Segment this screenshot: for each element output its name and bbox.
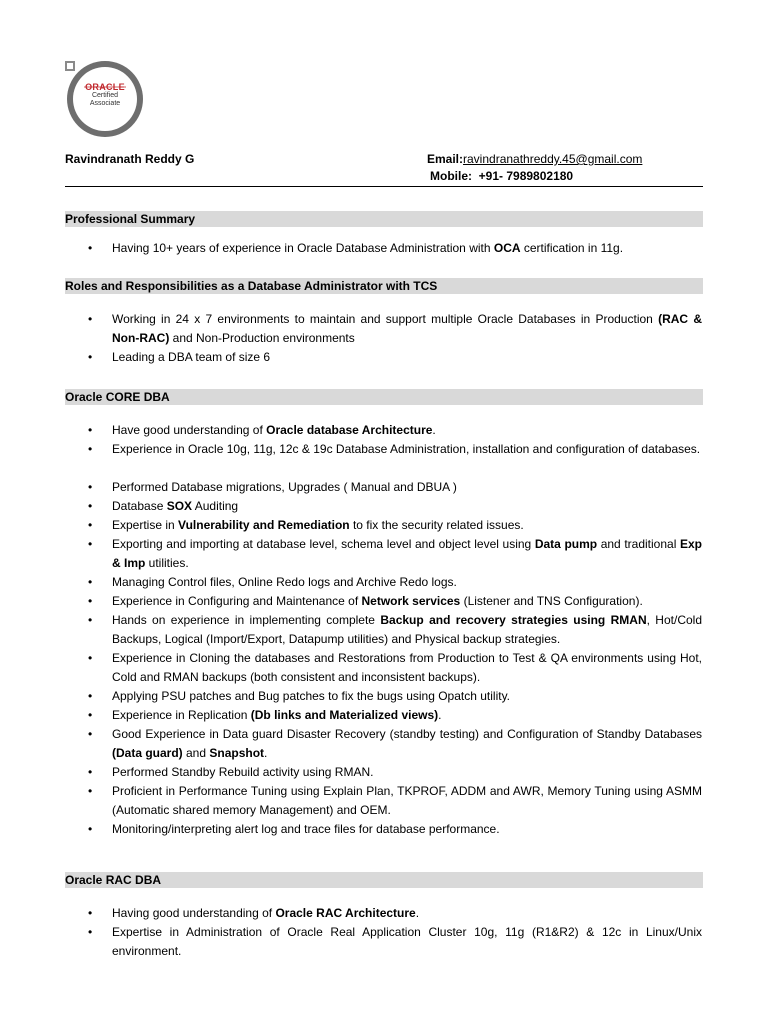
bullet-icon: •	[88, 312, 93, 326]
item-text-run: and	[182, 746, 210, 760]
item-text-run: to fix the security related issues.	[349, 518, 524, 532]
bullet-icon: •	[88, 241, 93, 255]
emphasis-text: Vulnerability and Remediation	[178, 518, 350, 532]
list-item-text	[112, 592, 702, 611]
header-divider	[65, 186, 703, 187]
oracle-certified-badge	[64, 60, 146, 138]
item-text-run: Performed Standby Rebuild activity using RMAN.	[112, 765, 374, 779]
bullet-icon: •	[88, 689, 93, 703]
emphasis-text: (RAC & Non-RAC)	[112, 312, 703, 345]
bullet-icon: •	[88, 423, 93, 437]
list-item-text	[112, 535, 702, 573]
section-heading-summary: Professional Summary	[65, 211, 703, 227]
item-text-run: Expertise in Administration of Oracle Real Application Cluster 10g, 11g (R1&R2) & 12c in Linux/Unix environment.	[112, 925, 702, 958]
emphasis-text: SOX	[166, 499, 193, 513]
emphasis-text: Oracle RAC Architecture	[275, 906, 416, 920]
item-text-run: .	[432, 423, 436, 437]
item-text-run: certification in 11g.	[520, 241, 624, 255]
item-text-run: Experience in Oracle 10g, 11g, 12c & 19c Database Administration, installation and configuration of databases.	[112, 442, 701, 456]
item-text-run: Expertise in	[112, 518, 179, 532]
item-text-run: .	[415, 906, 420, 920]
emphasis-text: (Db links and Materialized views)	[250, 708, 439, 722]
item-text-run: Having good understanding of	[112, 906, 276, 920]
emphasis-text: Network services	[361, 594, 461, 608]
bullet-icon: •	[88, 442, 93, 456]
item-text-run: and Non-Production environments	[169, 331, 355, 345]
list-item-text	[112, 440, 702, 459]
bullet-icon: •	[88, 651, 93, 665]
list-item-text	[112, 497, 702, 516]
bullet-icon: •	[88, 350, 93, 364]
email-link[interactable]: ravindranathreddy.45@gmail.com	[463, 152, 643, 166]
list-item-text	[112, 421, 702, 440]
bullet-icon: •	[88, 925, 93, 939]
bullet-icon: •	[88, 480, 93, 494]
badge-line-2: Associate	[89, 100, 121, 107]
list-item-text	[112, 239, 702, 258]
item-text-run: Having 10+ years of experience in Oracle Database Administration with	[112, 241, 494, 255]
item-text-run: Hands on experience in implementing complete	[112, 613, 381, 627]
list-item-text	[112, 923, 702, 961]
item-text-run: .	[438, 708, 442, 722]
badge-line-1: Certified	[91, 92, 119, 99]
email-label: Email:	[427, 152, 464, 166]
emphasis-text: Data pump	[534, 537, 598, 551]
list-item-text	[112, 649, 702, 687]
list-item-text	[112, 611, 702, 649]
bullet-icon: •	[88, 518, 93, 532]
item-text-run: , Hot/Cold Backups, Logical (Import/Export, Datapump utilities) and Physical backup strategies.	[112, 613, 702, 646]
bullet-icon: •	[88, 765, 93, 779]
emphasis-text: OCA	[493, 241, 521, 255]
mobile-line	[430, 169, 573, 183]
item-text-run: Exporting and importing at database level, schema level and object level using	[112, 537, 535, 551]
bullet-icon: •	[88, 575, 93, 589]
section-heading-roles: Roles and Responsibilities as a Database Administrator with TCS	[65, 278, 703, 294]
item-text-run: Experience in Cloning the databases and Restorations from Production to Test & QA environments using Hot, Cold and RMAN backups (both consistent and inconsistent backups).	[112, 651, 702, 684]
bullet-icon: •	[88, 784, 93, 798]
item-text-run: Experience in Replication	[112, 708, 251, 722]
list-item-text	[112, 763, 702, 782]
item-text-run: Performed Database migrations, Upgrades ( Manual and DBUA )	[112, 480, 457, 494]
list-item-text	[112, 573, 702, 592]
mobile-number: +91- 7989802180	[478, 169, 574, 183]
list-item-text	[112, 478, 702, 497]
emphasis-text: Oracle database Architecture	[266, 423, 433, 437]
emphasis-text: Exp & Imp	[112, 537, 702, 570]
bullet-icon: •	[88, 727, 93, 741]
list-item-text	[112, 516, 702, 535]
item-text-run: Leading a DBA team of size 6	[112, 350, 271, 364]
candidate-name: Ravindranath Reddy G	[65, 152, 195, 166]
item-text-run: Have good understanding of	[112, 423, 267, 437]
bullet-icon: •	[88, 708, 93, 722]
item-text-run: Database	[112, 499, 167, 513]
item-text-run: Proficient in Performance Tuning using Explain Plan, TKPROF, ADDM and AWR, Memory Tuning using ASMM (Automatic shared memory Management) and OEM.	[112, 784, 702, 817]
section-heading-rac-dba: Oracle RAC DBA	[65, 872, 703, 888]
item-text-run: Managing Control files, Online Redo logs and Archive Redo logs.	[112, 575, 457, 589]
mobile-label: Mobile:	[430, 169, 472, 183]
item-text-run: .	[264, 746, 268, 760]
item-text-run: Auditing	[192, 499, 239, 513]
item-text-run: Experience in Configuring and Maintenance of	[112, 594, 362, 608]
item-text-run: Monitoring/interpreting alert log and trace files for database performance.	[112, 822, 500, 836]
item-text-run: and traditional	[597, 537, 680, 551]
list-item-text	[112, 706, 702, 725]
item-text-run: (Listener and TNS Configuration).	[460, 594, 643, 608]
list-item-text	[112, 820, 702, 839]
email-line	[427, 152, 642, 166]
item-text-run: Working in 24 x 7 environments to maintain and support multiple Oracle Databases in Production	[112, 312, 659, 326]
list-item-text	[112, 725, 702, 763]
bullet-icon: •	[88, 537, 93, 551]
bullet-icon: •	[88, 499, 93, 513]
item-text-run: Applying PSU patches and Bug patches to fix the bugs using Opatch utility.	[112, 689, 511, 703]
bullet-icon: •	[88, 906, 93, 920]
item-text-run: utilities.	[145, 556, 189, 570]
list-item-text	[112, 687, 702, 706]
list-item-text	[112, 782, 702, 820]
bullet-icon: •	[88, 594, 93, 608]
emphasis-text: (Data guard)	[112, 746, 183, 760]
emphasis-text: Backup and recovery strategies using RMAN	[380, 613, 647, 627]
item-text-run: Good Experience in Data guard Disaster Recovery (standby testing) and Configuration of Standby Databases	[112, 727, 702, 741]
list-item-text	[112, 348, 702, 367]
section-heading-core-dba: Oracle CORE DBA	[65, 389, 703, 405]
bullet-icon: •	[88, 822, 93, 836]
emphasis-text: Snapshot	[209, 746, 265, 760]
bullet-icon: •	[88, 613, 93, 627]
badge-brand: ORACLE	[85, 82, 125, 92]
list-item-text	[112, 904, 702, 923]
list-item-text	[112, 310, 702, 348]
